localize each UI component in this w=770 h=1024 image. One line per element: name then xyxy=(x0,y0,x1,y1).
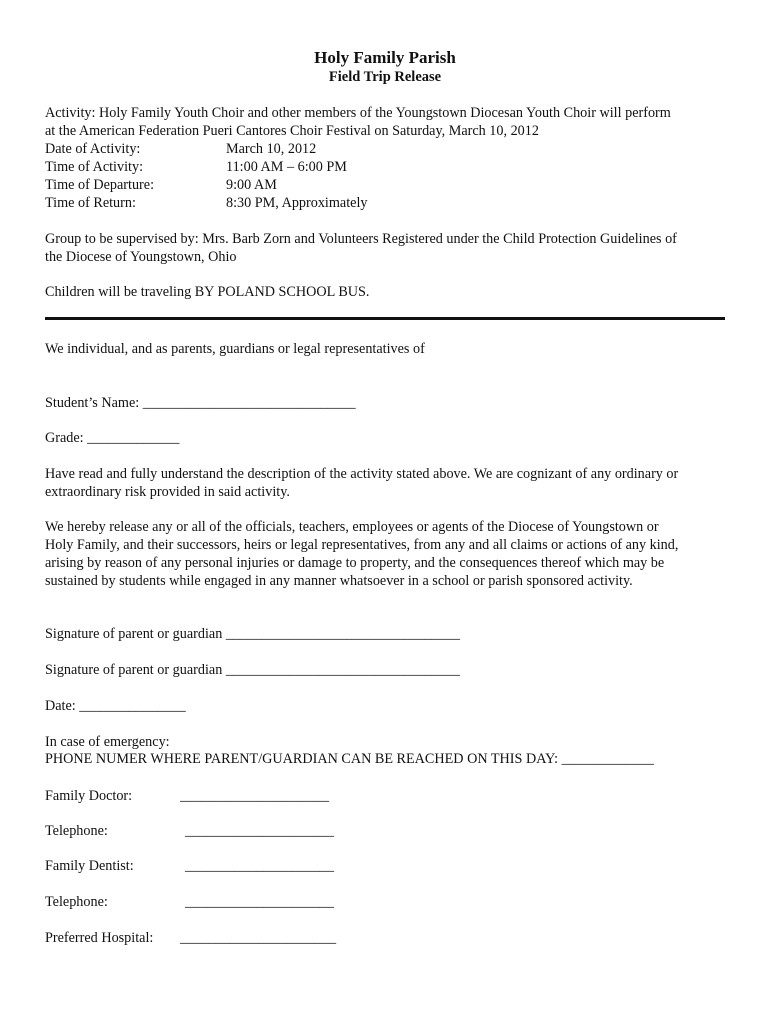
waiver-line-2: Holy Family, and their successors, heirs or legal representatives, from any and all claims or actions of any kind, xyxy=(45,537,679,553)
supervision-line-1: Group to be supervised by: Mrs. Barb Zorn and Volunteers Registered under the Child Protection Guidelines of xyxy=(45,231,677,247)
preferred-hospital-label: Preferred Hospital: xyxy=(45,930,154,946)
page-title: Holy Family Parish xyxy=(314,48,456,67)
time-of-departure-value: 9:00 AM xyxy=(226,177,277,193)
family-dentist-field[interactable]: _____________________ xyxy=(185,858,334,874)
waiver-line-1: We hereby release any or all of the officials, teachers, employees or agents of the Diocese of Youngstown or xyxy=(45,519,659,535)
time-of-activity-label: Time of Activity: xyxy=(45,159,144,175)
family-dentist-label: Family Dentist: xyxy=(45,858,134,874)
dentist-telephone-field[interactable]: _____________________ xyxy=(185,894,334,910)
date-field[interactable]: Date: _______________ xyxy=(45,698,186,714)
grade-field[interactable]: Grade: _____________ xyxy=(45,430,180,446)
section-divider xyxy=(45,317,725,320)
understand-line-1: Have read and fully understand the description of the activity stated above. We are cognizant of any ordinary or xyxy=(45,466,679,482)
activity-line-2: at the American Federation Pueri Cantores Choir Festival on Saturday, March 10, 2012 xyxy=(45,123,539,139)
preferred-hospital-field[interactable]: ______________________ xyxy=(180,930,337,946)
student-name-field[interactable]: Student’s Name: ______________________________ xyxy=(45,395,356,411)
family-doctor-label: Family Doctor: xyxy=(45,788,133,804)
parent-signature-field-2[interactable]: Signature of parent or guardian _________________________________ xyxy=(45,662,460,678)
release-intro: We individual, and as parents, guardians or legal representatives of xyxy=(45,341,425,357)
emergency-heading: In case of emergency: xyxy=(45,734,170,750)
date-of-activity-value: March 10, 2012 xyxy=(226,141,317,157)
dentist-telephone-label: Telephone: xyxy=(45,894,108,910)
time-of-return-value: 8:30 PM, Approximately xyxy=(226,195,368,211)
date-of-activity-label: Date of Activity: xyxy=(45,141,141,157)
time-of-activity-value: 11:00 AM – 6:00 PM xyxy=(226,159,347,175)
transport-note: Children will be traveling BY POLAND SCHOOL BUS. xyxy=(45,284,370,300)
page-subtitle: Field Trip Release xyxy=(328,69,442,85)
understand-line-2: extraordinary risk provided in said activity. xyxy=(45,484,290,500)
time-of-departure-label: Time of Departure: xyxy=(45,177,155,193)
activity-line-1: Activity: Holy Family Youth Choir and other members of the Youngstown Diocesan Youth Choir will perform xyxy=(45,105,671,121)
doctor-telephone-field[interactable]: _____________________ xyxy=(185,823,334,839)
time-of-return-label: Time of Return: xyxy=(45,195,136,211)
waiver-line-3: arising by reason of any personal injuries or damage to property, and the consequences thereof which may be xyxy=(45,555,665,571)
family-doctor-field[interactable]: _____________________ xyxy=(180,788,329,804)
waiver-line-4: sustained by students while engaged in any manner whatsoever in a school or parish sponsored activity. xyxy=(45,573,633,589)
doctor-telephone-label: Telephone: xyxy=(45,823,108,839)
supervision-line-2: the Diocese of Youngstown, Ohio xyxy=(45,249,237,265)
emergency-phone-field[interactable]: PHONE NUMER WHERE PARENT/GUARDIAN CAN BE REACHED ON THIS DAY: _____________ xyxy=(45,751,654,767)
parent-signature-field-1[interactable]: Signature of parent or guardian _________________________________ xyxy=(45,626,460,642)
